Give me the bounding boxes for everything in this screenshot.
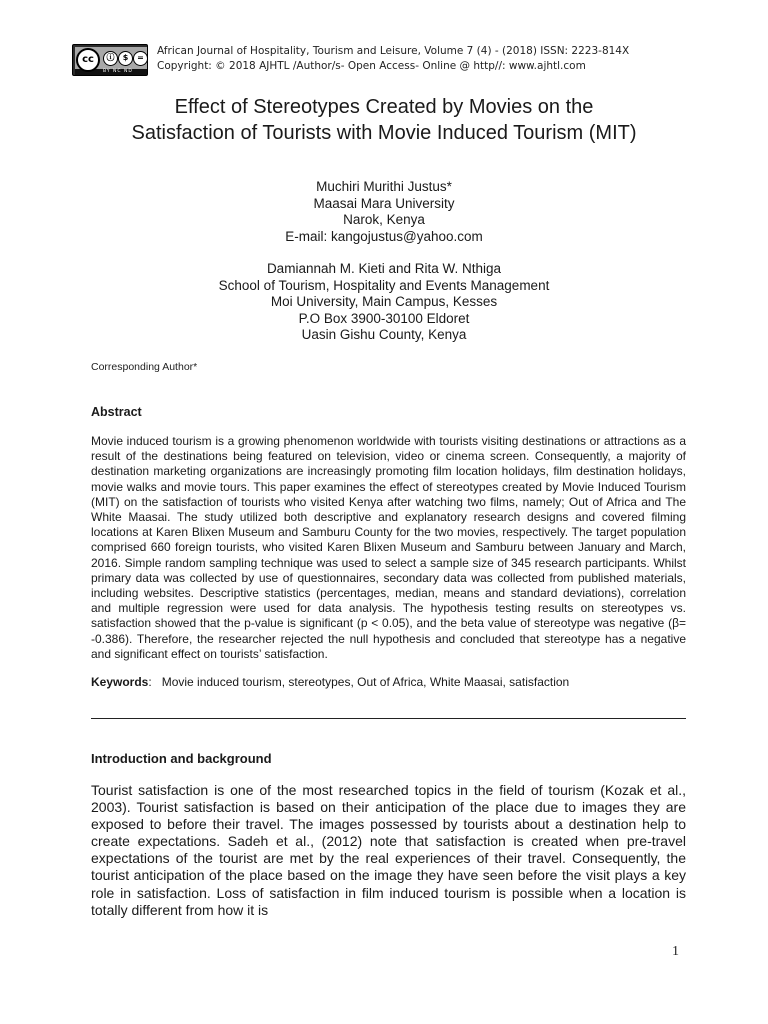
paper-title-line: Effect of Stereotypes Created by Movies on the xyxy=(174,96,594,118)
author-address: P.O Box 3900-30100 Eldoret xyxy=(298,310,470,326)
creative-commons-license-icon xyxy=(72,44,148,76)
author-location: Narok, Kenya xyxy=(343,212,425,227)
author-block-coauthors xyxy=(84,261,684,344)
corresponding-author-note: Corresponding Author* xyxy=(91,361,198,373)
section-divider xyxy=(91,718,686,719)
paper-title-line: Satisfaction of Tourists with Movie Induced Tourism (MIT) xyxy=(131,122,637,144)
abstract-heading: Abstract xyxy=(91,405,142,419)
cc-icon: cc xyxy=(76,48,100,72)
author-email[interactable]: E-mail: kangojustus@yahoo.com xyxy=(285,228,483,244)
license-tags: BY NC ND xyxy=(103,69,133,74)
introduction-heading: Introduction and background xyxy=(91,751,272,766)
keywords-separator: : xyxy=(148,675,152,689)
noderivatives-icon: = xyxy=(133,51,148,66)
author-name: Muchiri Murithi Justus* xyxy=(316,179,452,194)
author-affiliation: Maasai Mara University xyxy=(313,195,455,211)
author-affiliation: School of Tourism, Hospitality and Events Management xyxy=(218,277,550,293)
author-names: Damiannah M. Kieti and Rita W. Nthiga xyxy=(266,261,502,276)
author-location: Uasin Gishu County, Kenya xyxy=(301,327,467,342)
attribution-icon: ⓘ xyxy=(103,51,118,66)
keywords-text: Movie induced tourism, stereotypes, Out of Africa, White Maasai, satisfaction xyxy=(161,675,570,689)
abstract-text: Movie induced tourism is a growing phenomenon worldwide with tourists visiting destinations or attractions as a result of the destinations being featured on television, video or cinema screen. Consequently, a majority of destination marketing organizations are increasingly promoting film location holidays, film destination holidays, movie walks and movie tours. This paper examines the effect of stereotypes created by Movie Induced Tourism (MIT) on the satisfaction of tourists who visited Kenya after watching two films, namely; Out of Africa and The White Maasai. The study utilized both descriptive and explanatory research designs and covered filming locations at Karen Blixen Museum and Samburu County for the two movies, respectively. The target population comprised 660 foreign tourists, who visited Karen Blixen Museum and Samburu between January and March, 2016. Simple random sampling technique was used to select a sample size of 345 research participants. Whilst primary data was collected by use of questionnaires, secondary data was collected from published materials, including websites. Descriptive statistics (percentages, median, means and standard deviations), correlation and multiple regression were used for data analysis. The hypothesis testing results on stereotypes vs. satisfaction showed that the p-value is significant (p < 0.05), and the beta value of stereotype was negative (β= -0.386). Therefore, the researcher rejected the null hypothesis and concluded that stereotype has a negative and significant effect on tourists’ satisfaction. xyxy=(91,434,686,661)
journal-citation: African Journal of Hospitality, Tourism and Leisure, Volume 7 (4) - (2018) ISSN: 2223-814X xyxy=(157,45,630,57)
keywords-line xyxy=(91,675,569,689)
introduction-text: Tourist satisfaction is one of the most researched topics in the field of tourism (Kozak et al., 2003). Tourist satisfaction is based on their anticipation of the place due to images they are exposed to before their travel. The images possessed by tourists about a destination help to create expectations. Sadeh et al., (2012) note that satisfaction is created when pre-travel expectations of the tourist are met by the real experiences of their travel. Consequently, the tourist anticipation of the place based on the image they have seen before the visit plays a key role in satisfaction. Loss of satisfaction in film induced tourism is possible when a location is totally different from how it is xyxy=(91,782,686,918)
keywords-label: Keywords xyxy=(91,675,149,689)
copyright-line: Copyright: © 2018 AJHTL /Author/s- Open Access- Online @ http//: www.ajhtl.com xyxy=(157,60,586,72)
page-number: 1 xyxy=(672,944,679,959)
paper-title xyxy=(60,94,708,146)
author-institution: Moi University, Main Campus, Kesses xyxy=(270,294,498,309)
noncommercial-icon: $ xyxy=(118,51,133,66)
author-block-primary xyxy=(84,179,684,245)
